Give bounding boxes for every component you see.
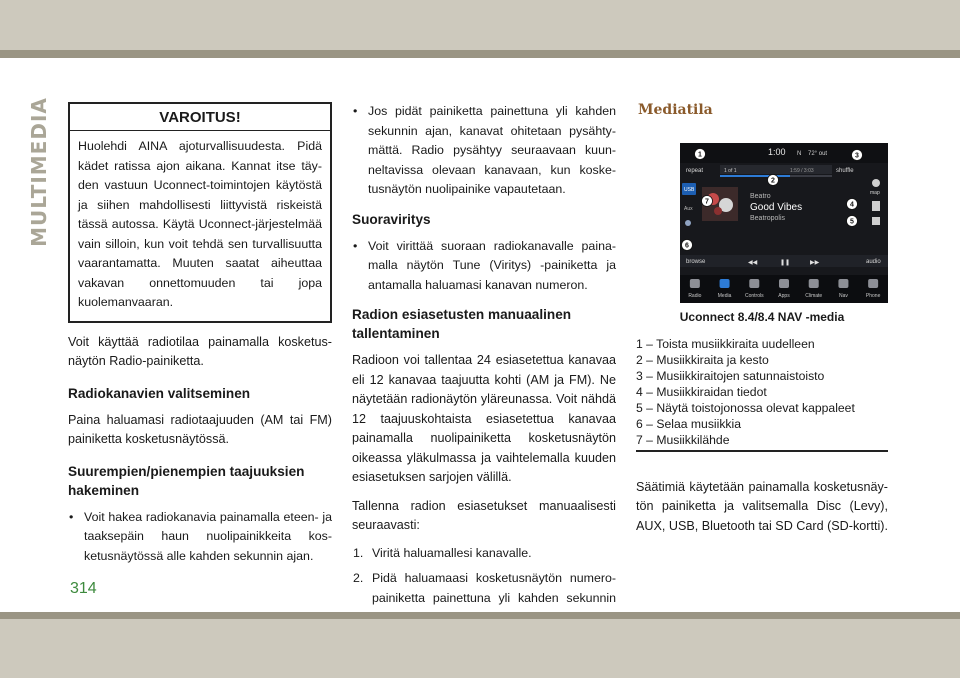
screen-time: 1:00 [768, 147, 786, 157]
heading-preset: Radion esiasetusten manuaalinen tallentaminen [352, 307, 572, 341]
list-item: • Voit virittää suoraan radiokanavalle painamalla näytön Tune (Viritys) -painiketta ja antamalla haluamasi kanavan numeron. [353, 238, 616, 292]
legend-rule [636, 450, 888, 452]
figure-caption: Uconnect 8.4/8.4 NAV -media [679, 310, 845, 324]
nav-phone-label[interactable]: Phone [865, 293, 881, 299]
browse-button[interactable]: browse [686, 259, 706, 265]
heading-media-mode: Mediatila [638, 102, 713, 118]
figure-legend [636, 336, 888, 448]
album-name: Beatropolis [750, 215, 786, 222]
heading-station-select: Radiokanavien valitseminen [68, 385, 251, 401]
bottom-band-line [0, 612, 960, 619]
svg-text:USB: USB [684, 187, 695, 193]
callout-number: 7 [705, 198, 709, 206]
nav-nav-icon[interactable] [838, 279, 848, 288]
track-count: 1 of 1 [724, 168, 737, 174]
list-item: • Voit hakea radiokanavia painamalla eteen- ja taaksepäin haun nuolipainikkeita kosketusnäytössä alle kahden sekunnin ajan. [69, 509, 332, 563]
heading-direct-tune: Suoraviritys [352, 211, 431, 227]
nav-radio-label[interactable]: Radio [688, 293, 702, 299]
previous-track-button[interactable]: ◀◀ [748, 259, 758, 266]
screen-temp: 72° out [808, 151, 828, 157]
legend-item: 1 – Toista musiikkiraita uudelleen [636, 337, 815, 351]
screen-compass: N [797, 151, 802, 157]
track-info-icon[interactable] [872, 201, 880, 211]
media-settings-text: Säätimiä käytetään painamalla kosketusnäytön painiketta ja valitsemalla Disc (Levy), AUX, USB, Bluetooth tai SD Card (SD-kortti). [636, 479, 888, 533]
legend-item: 3 – Musiikkiraitojen satunnaistoisto [636, 369, 825, 383]
bottom-band [0, 619, 960, 678]
bluetooth-icon[interactable] [685, 220, 691, 226]
nav-controls-label[interactable]: Controls [744, 293, 764, 299]
seek-list-continued [352, 102, 616, 200]
nav-climate-label[interactable]: Climate [805, 293, 823, 299]
direct-tune-list [352, 237, 616, 296]
shuffle-button[interactable]: shuffle [836, 168, 854, 174]
column-3 [636, 102, 888, 118]
radio-intro: Voit käyttää radiotilaa painamalla kosketusnäytön Radio-painiketta. [68, 334, 332, 368]
callout-number: 1 [698, 151, 702, 159]
nav-climate-icon[interactable] [809, 279, 819, 288]
preset-text: Radioon voi tallentaa 24 esiasetettua kanavaa eli 12 kanavaa taajuutta kohti (AM ja FM). Ne näytetään radionäytön yläreunassa. Voit nähdä 12 taajuuskohtaista esiasetettua kanavaa painamalla nuolipainiketta kosketusnäytön oikeassa yläkulmassa ja vaihtelemalla kuuden esiasetuksen sarjojen välillä. [352, 353, 616, 484]
track-progress [720, 175, 790, 177]
station-select-text: Paina haluamasi radiotaajuuden (AM tai FM) painiketta kosketusnäytössä. [68, 412, 332, 446]
column-1 [68, 102, 332, 566]
repeat-button[interactable]: repeat [686, 168, 704, 174]
legend-item: 2 – Musiikkiraita ja kesto [636, 353, 769, 367]
page-number: 314 [70, 580, 97, 597]
top-band-line [0, 50, 960, 58]
nav-radio-icon[interactable] [690, 279, 700, 288]
legend-item: 5 – Näytä toistojonossa olevat kappaleet [636, 401, 855, 415]
callout-number: 5 [850, 218, 854, 226]
column-3-lower [636, 310, 888, 536]
audio-button[interactable]: audio [866, 259, 881, 265]
warning-box [68, 102, 332, 323]
top-band [0, 0, 960, 50]
heading-seek: Suurempien/pienempien taajuuksien hakeminen [68, 463, 305, 498]
warning-title: VAROITUS! [70, 104, 330, 131]
nav-apps-label[interactable]: Apps [778, 293, 790, 299]
preset-save-text: Tallenna radion esiasetukset manuaalisesti seuraavasti: [352, 498, 616, 532]
section-side-tab: MULTIMEDIA [27, 97, 51, 247]
warning-body: Huolehdi AINA ajoturvallisuudesta. Pidä kädet ratissa ajon aikana. Kannat itse täyden vastuun Uconnect-toimintojen käytöstä ja siihen mahdollisesti liittyvistä riskeistä tässä autossa. Käytä Uconnect-järjestelmää vain silloin, kun voit tehdä sen turvallisuutta vaarantamatta. Muuten saatat aiheuttaa vakavan onnettomuuden tai jopa kuolemanvaaran. [78, 139, 322, 309]
screen-illustration [680, 143, 888, 303]
seek-list [68, 508, 332, 567]
list-item: 2. Pidä haluamaasi kosketusnäytön numeropainiketta painettuna yli kahden sekunnin [353, 571, 616, 605]
song-title: Good Vibes [750, 202, 803, 213]
nav-controls-icon[interactable] [749, 279, 759, 288]
callout-number: 4 [850, 201, 854, 209]
nav-media-label[interactable]: Media [717, 293, 732, 299]
nav-media-icon[interactable] [720, 279, 730, 288]
track-time: 1:59 / 3:03 [790, 168, 814, 174]
legend-item: 6 – Selaa musiikkia [636, 417, 741, 431]
legend-item: 7 – Musiikkilähde [636, 433, 730, 447]
list-item: • Jos pidät painiketta painettuna yli kahden sekunnin ajan, kanavat ohitetaan pysähtymättä. Radio pysähtyy seuraavaan kuunneltavissa olevaan kanavaan, kun kosketusnäytön nuolipainike vapautetaan. [353, 104, 616, 196]
list-item: 1. Viritä haluamallesi kanavalle. [353, 545, 532, 560]
nav-phone-icon[interactable] [868, 279, 878, 288]
legend-item: 4 – Musiikkiraidan tiedot [636, 385, 767, 399]
nav-apps-icon[interactable] [779, 279, 789, 288]
artist-name: Beatro [750, 193, 771, 200]
callout-number: 6 [685, 242, 689, 250]
map-button[interactable]: map [870, 190, 880, 196]
uconnect-media-screen [680, 143, 888, 303]
next-track-button[interactable]: ▶▶ [810, 259, 820, 266]
play-queue-icon[interactable] [872, 217, 880, 225]
nav-nav-label[interactable]: Nav [838, 293, 848, 299]
callout-number: 3 [855, 152, 859, 160]
callout-number: 2 [771, 177, 775, 185]
source-aux-button[interactable]: Aux [684, 206, 693, 212]
play-pause-button[interactable]: ❚❚ [780, 259, 791, 266]
map-icon[interactable] [872, 179, 880, 187]
column-2 [352, 102, 616, 628]
